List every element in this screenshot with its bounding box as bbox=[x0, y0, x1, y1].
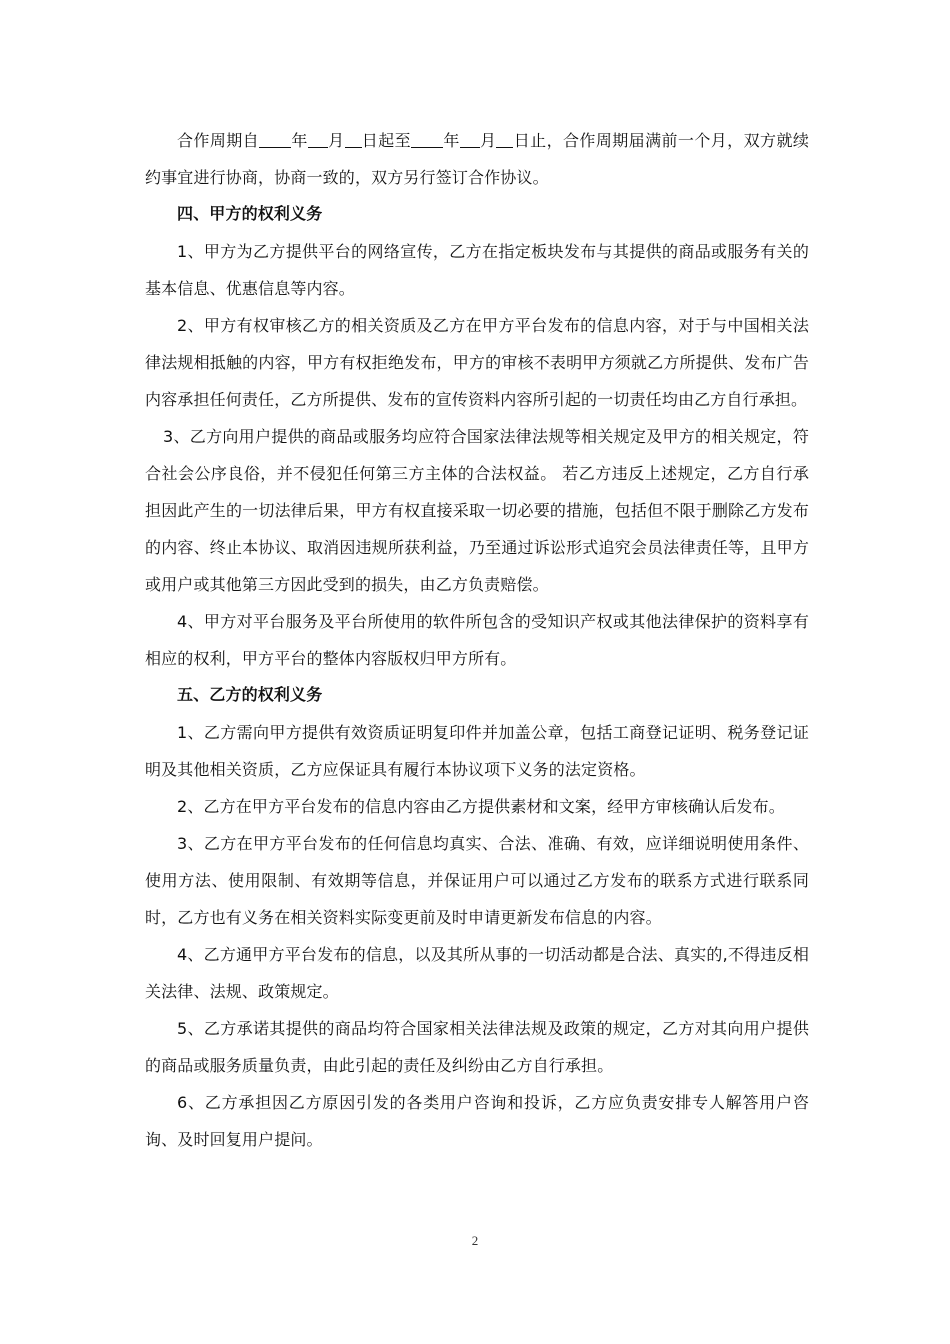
page-number: 2 bbox=[471, 1233, 479, 1248]
end-year-blank bbox=[411, 131, 443, 148]
section-four-item-4: 4、甲方对平台服务及平台所使用的软件所包含的受知识产权或其他法律保护的资料享有相应的权利，甲方平台的整体内容版权归甲方所有。 bbox=[145, 612, 809, 668]
section-four-heading: 四、甲方的权利义务 bbox=[177, 206, 323, 223]
cycle-text-month-2: 月 bbox=[479, 131, 497, 150]
cycle-text-start: 合作周期自 bbox=[177, 131, 260, 150]
section-five-item-6: 6、乙方承担因乙方原因引发的各类用户咨询和投诉，乙方应负责安排专人解答用户咨询、及时回复用户提问。 bbox=[145, 1093, 809, 1149]
section-five-item-5: 5、乙方承诺其提供的商品均符合国家相关法律法规及政策的规定，乙方对其向用户提供的商品或服务质量负责，由此引起的责任及纠纷由乙方自行承担。 bbox=[145, 1019, 809, 1075]
cycle-text-year-2: 年 bbox=[443, 131, 460, 150]
cycle-text-year: 年 bbox=[291, 131, 308, 150]
section-four-item-3: 3、乙方向用户提供的商品或服务均应符合国家法律法规等相关规定及甲方的相关规定，符合社会公序良俗，并不侵犯任何第三方主体的合法权益。 若乙方违反上述规定，乙方自行承担因此产生的一切法律后果，甲方有权直接采取一切必要的措施，包括但不限于删除乙方发布的内容、终止本协议、取消因违规所获利益，乃至通过诉讼形式追究会员法律责任等，且甲方或用户或其他第三方因此受到的损失，由乙方负责赔偿。 bbox=[145, 427, 809, 594]
cooperation-period-clause bbox=[145, 122, 809, 196]
cycle-text-end: 日止，合作周期届满前一个月，双方就续约事宜进行协商，协商一致的，双方另行签订合作协议。 bbox=[145, 131, 810, 187]
end-month-blank bbox=[460, 131, 480, 148]
document-page bbox=[145, 122, 809, 1158]
start-day-blank bbox=[345, 131, 362, 148]
section-four-item-2: 2、甲方有权审核乙方的相关资质及乙方在甲方平台发布的信息内容，对于与中国相关法律法规相抵触的内容，甲方有权拒绝发布，甲方的审核不表明甲方须就乙方所提供、发布广告内容承担任何责任，乙方所提供、发布的宣传资料内容所引起的一切责任均由乙方自行承担。 bbox=[145, 316, 809, 409]
section-five-item-3: 3、乙方在甲方平台发布的任何信息均真实、合法、准确、有效，应详细说明使用条件、使用方法、使用限制、有效期等信息，并保证用户可以通过乙方发布的联系方式进行联系同时，乙方也有义务在相关资料实际变更前及时申请更新发布信息的内容。 bbox=[145, 834, 809, 927]
section-five-item-2: 2、乙方在甲方平台发布的信息内容由乙方提供素材和文案，经甲方审核确认后发布。 bbox=[177, 797, 785, 816]
section-four-item-1: 1、甲方为乙方提供平台的网络宣传，乙方在指定板块发布与其提供的商品或服务有关的基本信息、优惠信息等内容。 bbox=[145, 242, 809, 298]
cycle-text-until: 日起至 bbox=[361, 131, 412, 150]
section-five-heading: 五、乙方的权利义务 bbox=[177, 687, 323, 704]
start-month-blank bbox=[308, 131, 328, 148]
end-day-blank bbox=[496, 131, 513, 148]
section-five-item-4: 4、乙方通甲方平台发布的信息，以及其所从事的一切活动都是合法、真实的,不得违反相关法律、法规、政策规定。 bbox=[145, 945, 809, 1001]
start-year-blank bbox=[259, 131, 291, 148]
section-five-item-1: 1、乙方需向甲方提供有效资质证明复印件并加盖公章，包括工商登记证明、税务登记证明及其他相关资质，乙方应保证具有履行本协议项下义务的法定资格。 bbox=[145, 723, 809, 779]
cycle-text-month: 月 bbox=[327, 131, 345, 150]
